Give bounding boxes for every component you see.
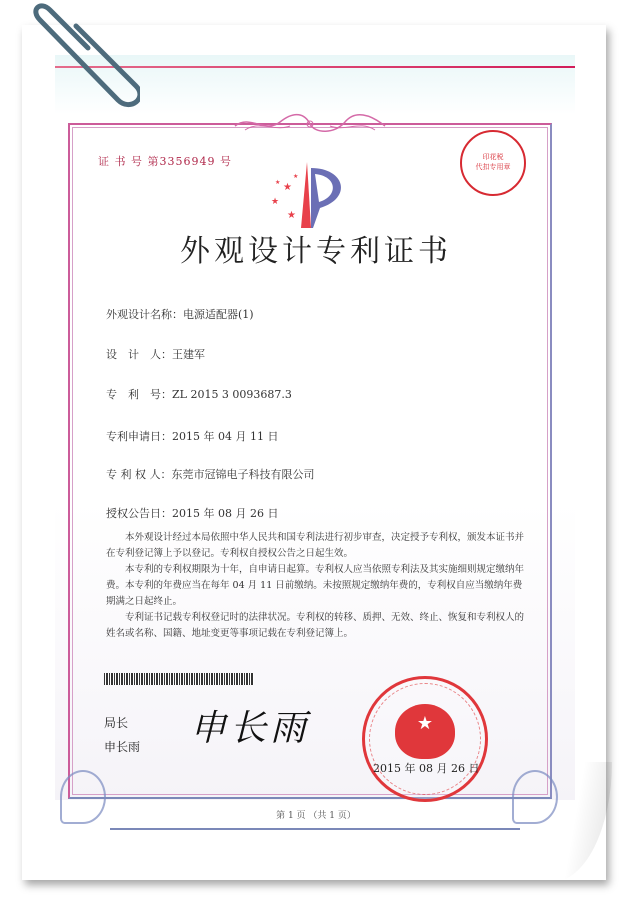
patent-office-logo-icon [265,160,355,230]
barcode [104,673,254,685]
tax-seal-line1: 印花税 [482,153,504,161]
field-application-date [106,428,278,444]
field-value: 2015 年 08 月 26 日 [172,507,279,520]
official-seal [362,676,488,802]
field-label: 专 利 号： [106,388,172,401]
field-design-name [106,306,254,322]
page-footer: 第 1 页 （共 1 页） [276,811,356,821]
field-label: 专利申请日： [106,430,172,443]
director-title: 局长 [104,716,129,730]
tax-seal-line2: 代扣专用章 [475,163,511,171]
paragraph: 本专利的专利权期限为十年，自申请日起算。专利权人应当依照专利法及其实施细则规定缴纳年费。本专利的年费应当在每年 04 月 11 日前缴纳。未按照规定缴纳年费的，专利权自应当缴纳年费期满之日起终止。 [106,564,525,607]
seal-date: 2015 年 08 月 26 日 [373,762,480,775]
paragraph: 本外观设计经过本局依照中华人民共和国专利法进行初步审查，决定授予专利权，颁发本证书并在专利登记簿上予以登记。专利权自授权公告之日起生效。 [106,532,525,559]
certificate-title: 外观设计专利证书 [180,234,452,269]
field-label: 专 利 权 人： [106,468,172,481]
national-emblem-icon: ★ [395,704,455,759]
svg-text:★: ★ [275,179,281,186]
svg-text:★: ★ [271,197,280,207]
field-value: 东莞市冠锦电子科技有限公司 [171,468,315,481]
tax-seal [460,130,526,196]
paragraph: 专利证书记载专利权登记时的法律状况。专利权的转移、质押、无效、终止、恢复和专利权人的姓名或名称、国籍、地址变更等事项记载在专利登记簿上。 [106,612,525,639]
field-grant-date [106,505,278,521]
field-label: 授权公告日： [106,507,172,520]
field-patentee [106,466,315,482]
field-designer [106,346,205,362]
director-name: 申长雨 [104,740,141,754]
field-value: 王建军 [172,348,205,361]
director-signature: 申长雨 [190,708,311,749]
ornament-icon [230,112,390,136]
certificate-number: 证 书 号 第3356949 号 [98,155,232,168]
certificate-body [106,530,526,642]
field-patent-number [106,386,292,402]
paperclip-icon [30,0,140,130]
bottom-border-line [110,828,520,830]
field-value: 2015 年 04 月 11 日 [172,430,279,443]
field-value: ZL 2015 3 0093687.3 [172,388,292,401]
field-value: 电源适配器(1) [183,308,254,321]
svg-text:★: ★ [293,173,299,180]
svg-text:★: ★ [283,182,292,193]
field-label: 外观设计名称： [106,308,183,321]
field-label: 设 计 人： [106,348,172,361]
svg-text:★: ★ [287,210,296,221]
